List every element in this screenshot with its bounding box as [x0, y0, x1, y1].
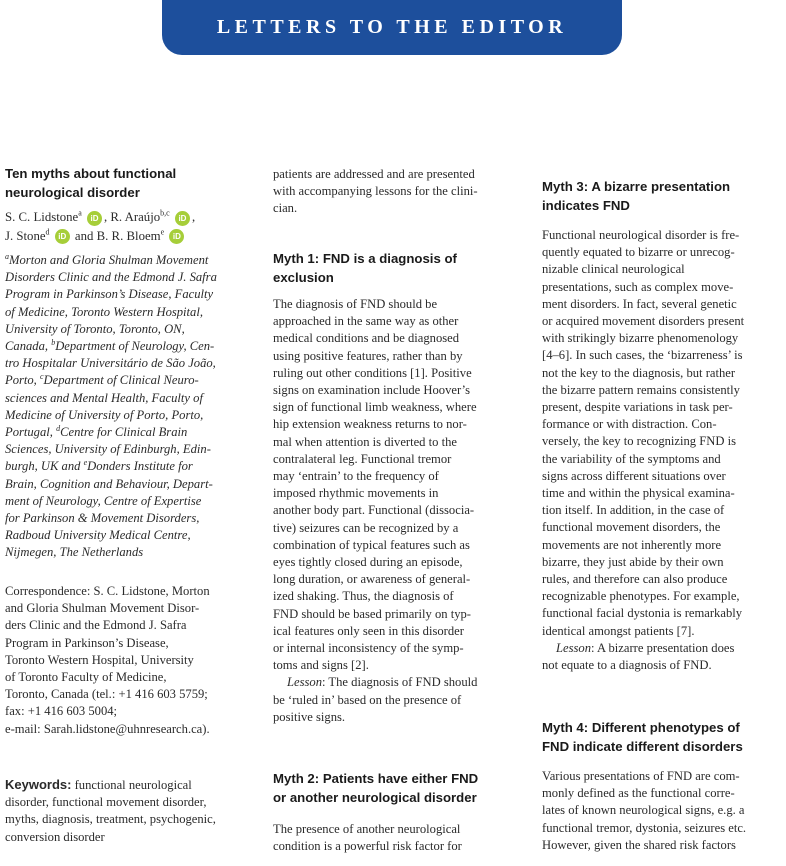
myth-4-heading: Myth 4: Different phenotypes of FND indicate different disorders: [542, 720, 743, 754]
intro-text: patients are addressed and are presented with accompanying lessons for the clini- cian.: [273, 167, 478, 216]
keywords: Keywords: functional neurological disorder, functional movement disorder, myths, diagnosis, treatment, psychogenic, conversion disorder: [5, 777, 216, 844]
banner-title: LETTERS TO THE EDITOR: [216, 16, 568, 38]
myth-1-body: The diagnosis of FND should be approached in the same way as other medical conditions and be diagnosed using positive features, rather than by ruling out other conditions [1]. Positive signs on examination include Hoover’s sign of functional limb weakness, where hip extension weakness returns to nor- mal when attention is diverted to the contralateral leg. Functional tremor may ‘entrain’ to the frequency of imposed rhythmic movements in another body part. Functional (dissocia- tive) seizures can be recognized by a combination of typical features such as eyes tightly closed during an episode, long duration, or awareness of general- ized shaking. Thus, the diagnosis of FND should be based primarily on typ- ical features only seen in this disorder or internal inconsistency of the symp- toms and signs [2]. Lesson: The diagnosis of FND should be ‘ruled in’ based on the presence of positive signs.: [273, 297, 478, 724]
author-list: S. C. Lidstone$^a$ iD , R. Araújo$^{b,c}$ iD , J. Stone$^d$ iD and B. R. Bloem$^e$ iD: [5, 208, 196, 243]
myth-2-body: The presence of another neurological condition is a powerful risk factor for: [273, 822, 462, 854]
orcid-icon[interactable]: iD: [169, 229, 184, 244]
myth-2-heading: Myth 2: Patients have either FND or another neurological disorder: [273, 771, 479, 805]
section-banner: [162, 0, 622, 55]
article-title: Ten myths about functional neurological disorder: [5, 166, 177, 200]
myth-4-body: Various presentations of FND are com- monly defined as the functional corre- lates of known neurological signs, e.g. a functional tremor, dystonia, seizures etc. However, given the shared risk factors: [542, 769, 747, 852]
affiliations: $^a$Morton and Gloria Shulman Movement Disorders Clinic and the Edmond J. Safra Program in Parkinson’s Disease, Faculty of Medicine, Toronto Western Hospital, University of Toronto, Toronto, ON, Canada, $^b$Department of Neurology, Cen- tro Hospitalar Universitário de São João, Porto, $^c$Department of Clinical Neuro- sciences and Mental Health, Faculty of Medicine of University of Porto, Porto, Portugal, $^d$Centre for Clinical Brain Sciences, University of Edinburgh, Edin- burgh, UK and $^e$Donders Institute for Brain, Cognition and Behaviour, Depart- ment of Neurology, Centre of Expertise for Parkinson & Movement Disorders, Radboud University Medical Centre, Nijmegen, The Netherlands: [5, 251, 217, 560]
orcid-icon[interactable]: iD: [175, 211, 190, 226]
myth-3-body: Functional neurological disorder is fre- quently equated to bizarre or unrecog- nizable clinical neurological presentations, such as complex move- ment disorders. In fact, several genetic or acquired movement disorders present with strikingly bizarre phenomenology [4–6]. In such cases, the ‘bizarreness’ is not the key to the diagnosis, but rather the bizarre pattern remains consistently present, despite variations in task per- formance or with distraction. Con- versely, the key to recognizing FND is the variability of the symptoms and signs across different situations over time and within the physical examina- tion itself. In addition, in the case of functional movement disorders, the movements are not inherently more bizarre, they just abide by their own rules, and therefore can also produce recognizable phenotypes. For example, functional facial dystonia is remarkably identical amongst patients [7]. Lesson: A bizarre presentation does not equate to a diagnosis of FND.: [542, 228, 745, 673]
keywords-label: Keywords:: [5, 777, 72, 792]
myth-3-heading: Myth 3: A bizarre presentation indicates FND: [542, 179, 731, 213]
correspondence: Correspondence: S. C. Lidstone, Morton and Gloria Shulman Movement Disor- ders Clinic and the Edmond J. Safra Program in Parkinson’s Disease, Toronto Western Hospital, University of Toronto Faculty of Medicine, Toronto, Canada (tel.: +1 416 603 5759; fax: +1 416 603 5004; e-mail: Sarah.lidstone@uhnresearch.ca).: [5, 583, 210, 738]
orcid-icon[interactable]: iD: [87, 211, 102, 226]
correspondence-email[interactable]: e-mail: Sarah.lidstone@uhnresearch.ca).: [5, 721, 210, 736]
myth-1-heading: Myth 1: FND is a diagnosis of exclusion: [273, 251, 457, 285]
orcid-icon[interactable]: iD: [55, 229, 70, 244]
